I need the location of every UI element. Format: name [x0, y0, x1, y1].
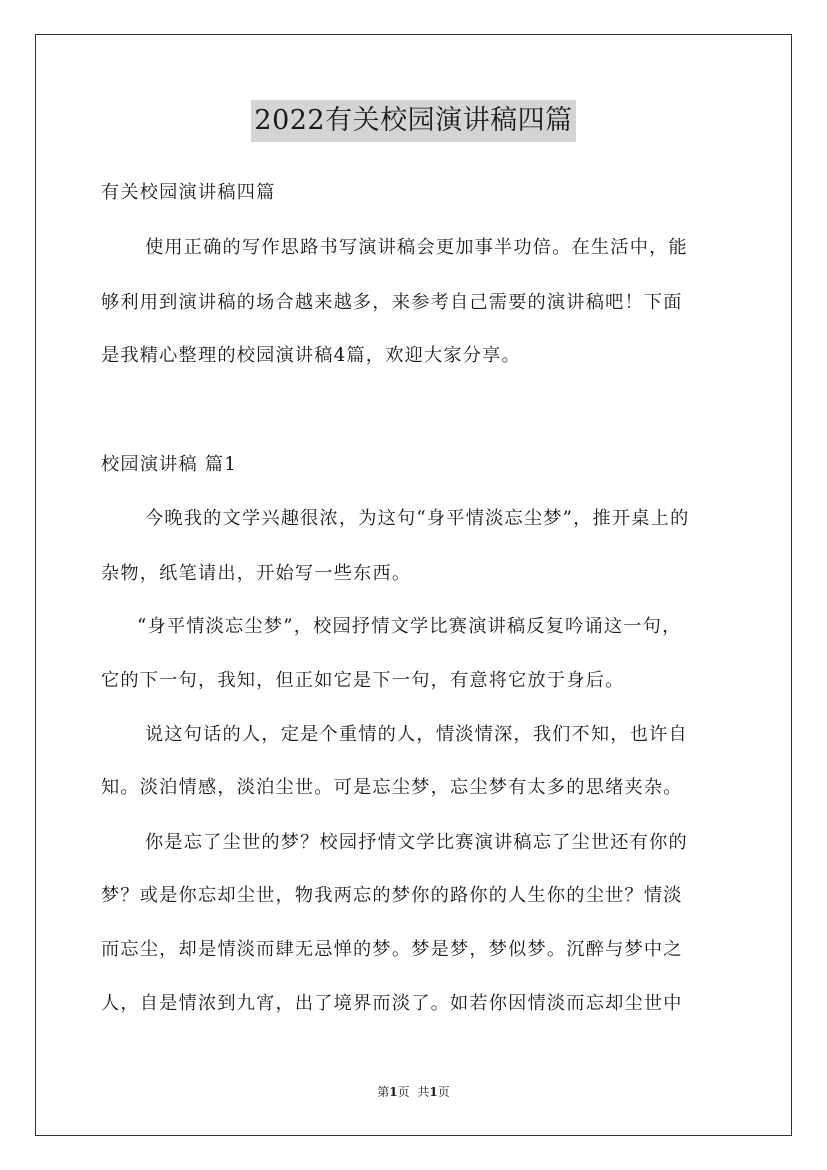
page-footer — [0, 1085, 827, 1099]
body-line-4: 它的下一句，我知，但正如它是下一句，有意将它放于身后。 — [101, 670, 625, 691]
footer-total-prefix: 共 — [417, 1085, 430, 1099]
intro-line-3: 是我精心整理的校园演讲稿4篇，欢迎大家分享。 — [101, 345, 521, 366]
body-line-5: 说这句话的人，定是个重情的人，情淡情深，我们不知，也许自 — [145, 724, 688, 745]
body-line-9: 而忘尘，却是情淡而肆无忌惮的梦。梦是梦，梦似梦。沉醉与梦中之 — [101, 939, 683, 960]
footer-page-number: 1 — [389, 1085, 398, 1099]
body-line-1: 今晚我的文学兴趣很浓，为这句“身平情淡忘尘梦”，推开桌上的 — [145, 508, 690, 529]
body-line-8: 梦？或是你忘却尘世，物我两忘的梦你的路你的人生你的尘世？情淡 — [101, 885, 683, 906]
footer-page-suffix: 页 — [397, 1085, 410, 1099]
section-heading: 校园演讲稿 篇1 — [101, 454, 238, 475]
body-line-2: 杂物，纸笔请出，开始写一些东西。 — [101, 563, 412, 584]
subtitle: 有关校园演讲稿四篇 — [101, 182, 276, 203]
intro-line-2: 够利用到演讲稿的场合越来越多，来参考自己需要的演讲稿吧！下面 — [101, 292, 683, 313]
title-container — [0, 100, 827, 142]
footer-page-prefix: 第 — [377, 1085, 390, 1099]
intro-line-1: 使用正确的写作思路书写演讲稿会更加事半功倍。在生活中，能 — [145, 237, 688, 258]
document-title: 2022有关校园演讲稿四篇 — [251, 100, 575, 142]
footer-total-number: 1 — [429, 1085, 438, 1099]
body-line-3: “身平情淡忘尘梦”，校园抒情文学比赛演讲稿反复吟诵这一句， — [137, 616, 682, 637]
footer-total-suffix: 页 — [437, 1085, 450, 1099]
body-line-7: 你是忘了尘世的梦？校园抒情文学比赛演讲稿忘了尘世还有你的 — [145, 832, 688, 853]
body-line-10: 人，自是情浓到九宵，出了境界而淡了。如若你因情淡而忘却尘世中 — [101, 993, 683, 1014]
body-line-6: 知。淡泊情感，淡泊尘世。可是忘尘梦，忘尘梦有太多的思绪夹杂。 — [101, 777, 683, 798]
